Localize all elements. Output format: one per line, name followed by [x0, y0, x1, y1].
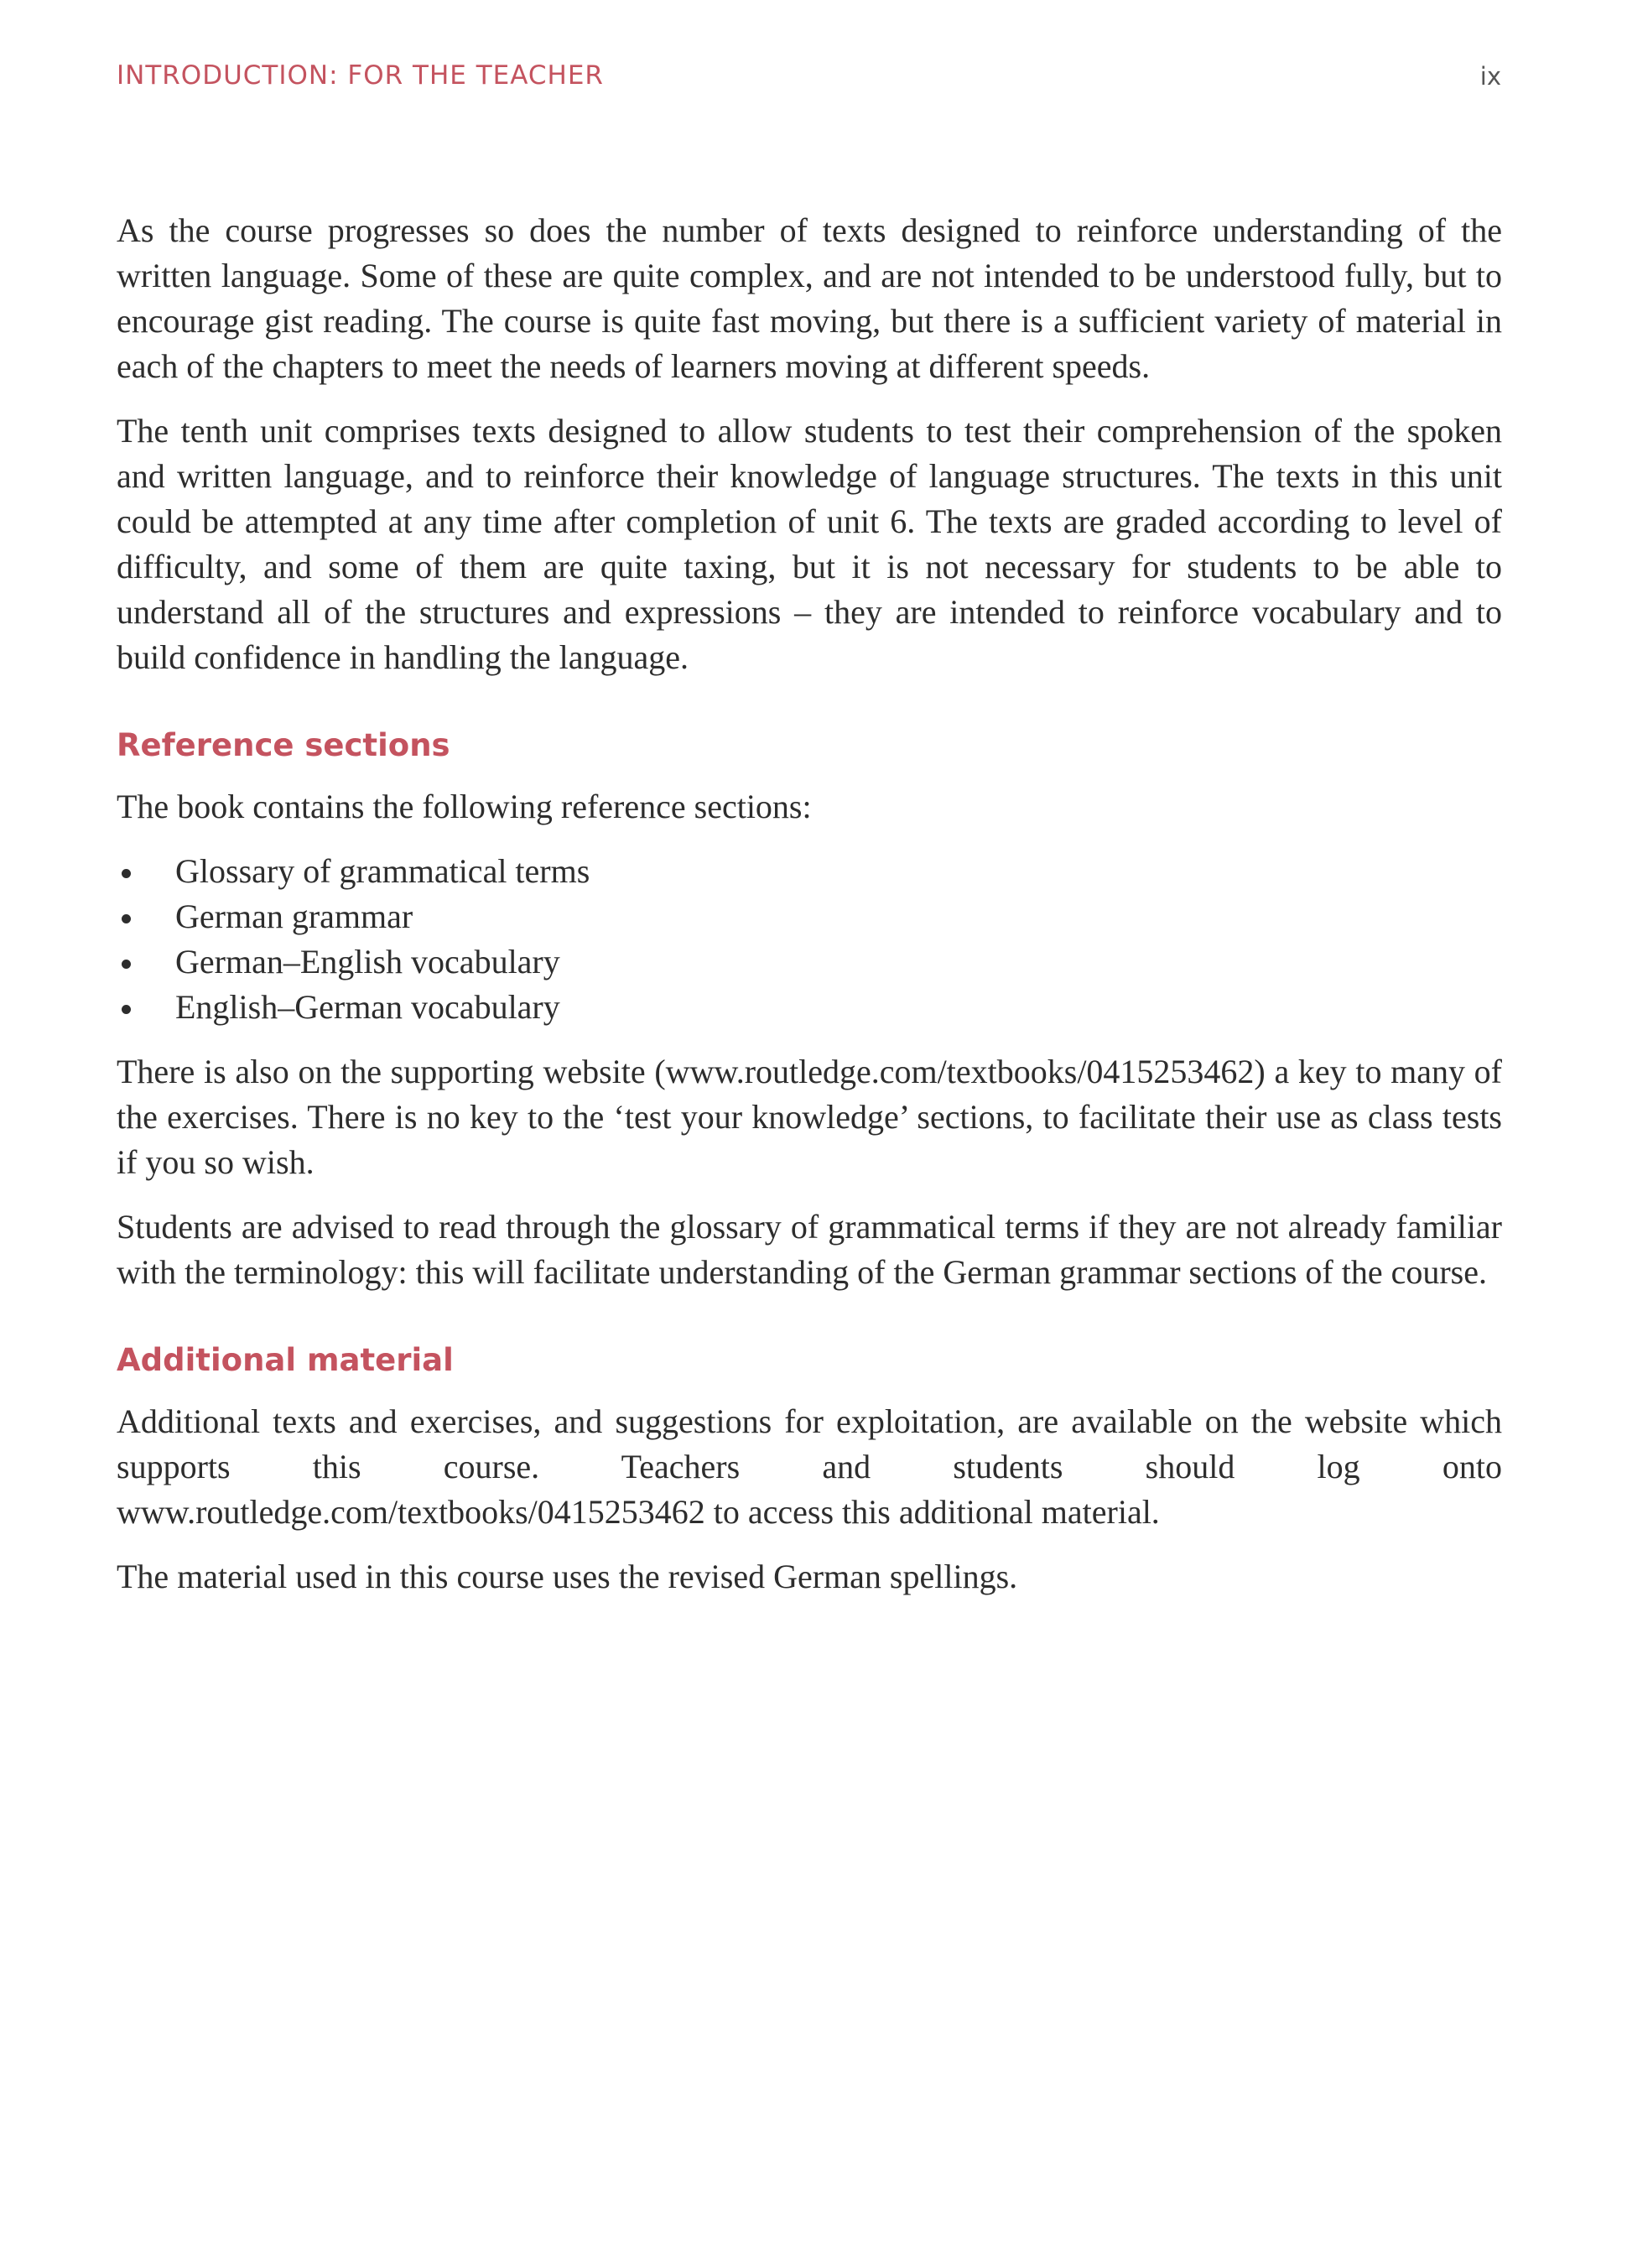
list-item	[117, 985, 1502, 1030]
paragraph-tenth-unit: The tenth unit comprises texts designed to allow students to test their comprehension of the spoken and written language, and to reinforce their knowledge of language structures. The texts in this unit could be attempted at any time after completion of unit 6. The texts are graded according to level of difficulty, and some of them are quite taxing, but it is not necessary for students to be able to understand all of the structures and expressions – they are intended to reinforce vocabulary and to build confidence in handling the language.	[117, 412, 1502, 676]
page-body	[117, 208, 1502, 1619]
bullet-icon	[122, 960, 131, 969]
list-item-label: English–German vocabulary	[175, 988, 560, 1026]
reference-sections-intro: The book contains the following reference sections:	[117, 788, 812, 825]
bullet-icon	[122, 914, 131, 923]
paragraph-glossary-advice: Students are advised to read through the glossary of grammatical terms if they are not already familiar with the terminology: this will facilitate understanding of the German grammar sections of the course.	[117, 1208, 1502, 1291]
running-head: INTRODUCTION: FOR THE TEACHER	[117, 60, 604, 91]
bullet-icon	[122, 869, 131, 878]
paragraph-revised-spellings: The material used in this course uses the revised German spellings.	[117, 1558, 1018, 1595]
list-item	[117, 894, 1502, 939]
list-item-label: German grammar	[175, 897, 413, 935]
list-item-label: German–English vocabulary	[175, 943, 560, 981]
paragraph-website-key: There is also on the supporting website (www.routledge.com/textbooks/0415253462) a key to many of the exercises. There is no key to the ‘test your knowledge’ sections, to facilitate their use as class tests if you so wish.	[117, 1053, 1502, 1181]
list-item	[117, 849, 1502, 894]
list-item-label: Glossary of grammatical terms	[175, 852, 590, 890]
paragraph-additional-texts: Additional texts and exercises, and suggestions for exploitation, are available on the website which supports this course. Teachers and students should log onto www.routledge.com/textbooks/0415253462 to access this additional material.	[117, 1402, 1502, 1531]
heading-additional-material: Additional material	[117, 1342, 454, 1378]
heading-reference-sections: Reference sections	[117, 727, 450, 763]
page-number: ix	[1479, 62, 1501, 91]
reference-sections-list	[117, 849, 1502, 1030]
list-item	[117, 939, 1502, 985]
bullet-icon	[122, 1005, 131, 1014]
paragraph-course-progress: As the course progresses so does the number of texts designed to reinforce understanding of the written language. Some of these are quite complex, and are not intended to be understood fully, but to encourage gist reading. The course is quite fast moving, but there is a sufficient variety of material in each of the chapters to meet the needs of learners moving at different speeds.	[117, 211, 1502, 385]
